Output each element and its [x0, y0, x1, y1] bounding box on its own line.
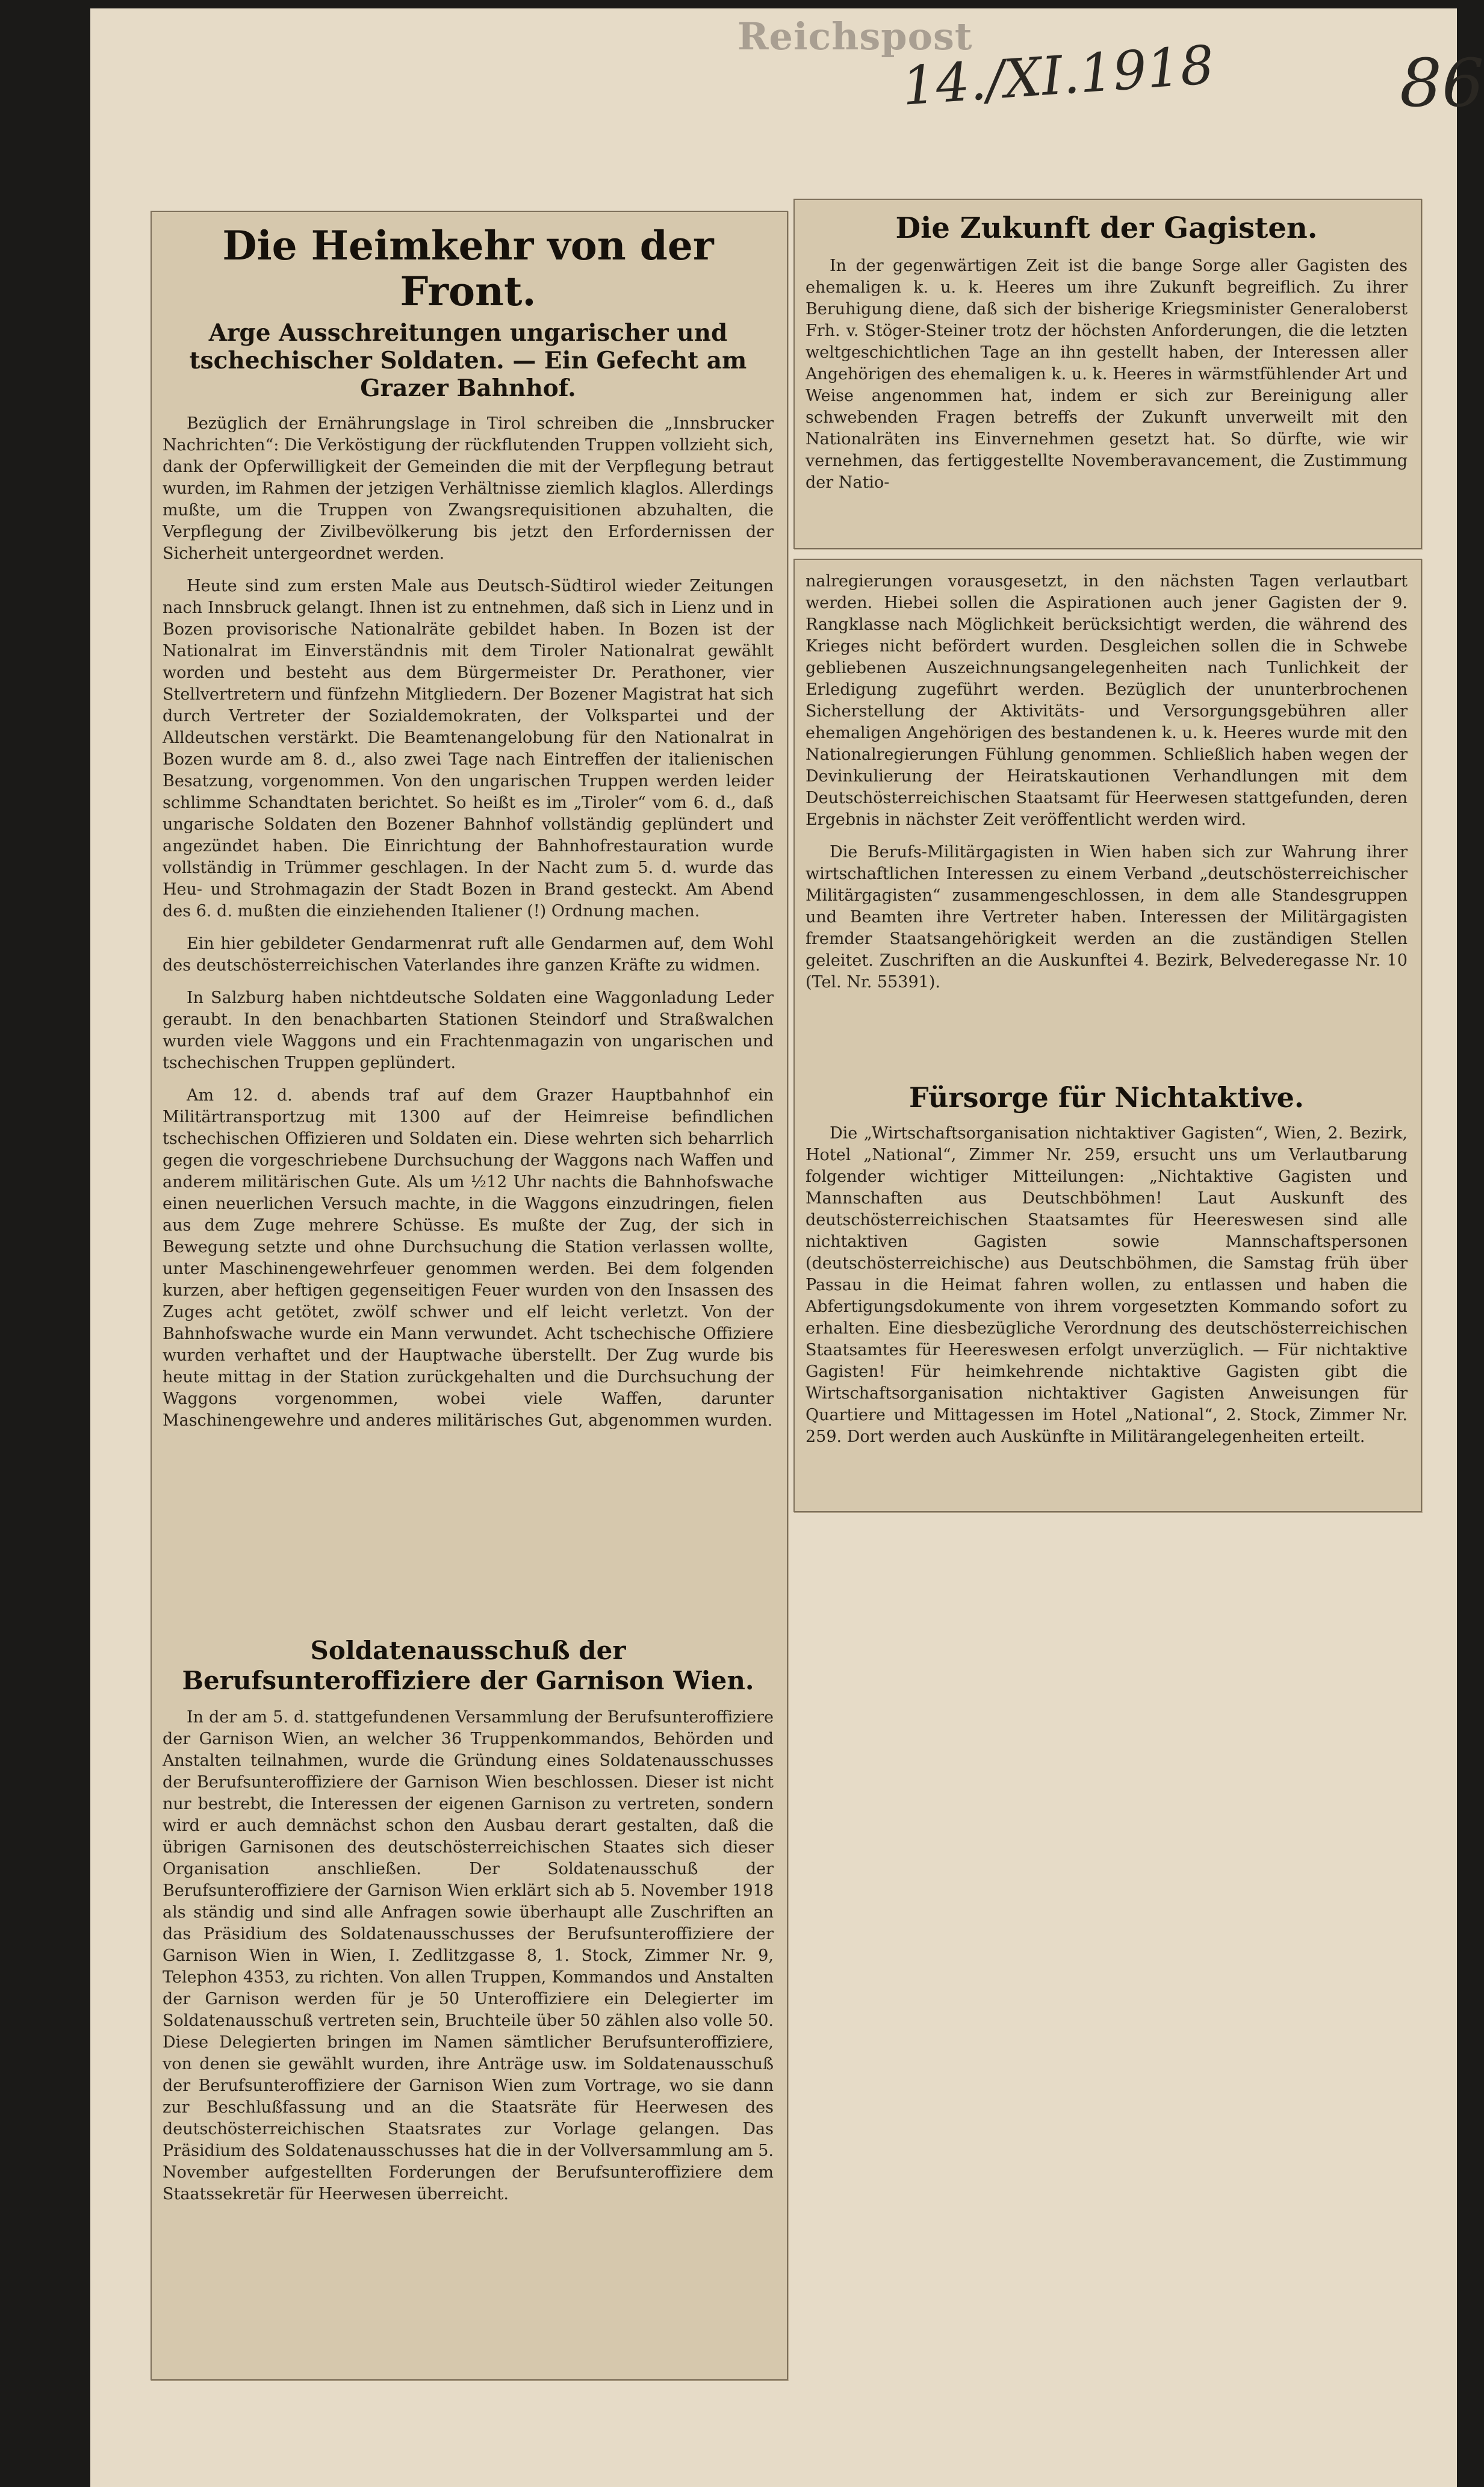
- paragraph: Die Berufs-Militärgagisten in Wien haben sich zur Wahrung ihrer wirtschaftlichen Interessen zu einem Verband „deutschösterreichischer Militärgagisten“ zusammengeschlossen, in dem alle Standesgruppen und Beamten ihre Vertreter haben. Interessen der Militärgagisten fremder Staatsangehörigkeit werden an die zuständigen Stellen geleitet. Zuschriften an die Auskunftei 4. Bezirk, Belvederegasse Nr. 10 (Tel. Nr. 55391).: [806, 843, 1408, 992]
- headline-soldatenausschuss: Soldatenausschuß der Berufsunteroffiziere der Garnison Wien.: [182, 1636, 754, 1695]
- body-soldatenausschuss: [163, 1707, 774, 2205]
- body-gagisten-part2: [806, 571, 1408, 993]
- body-fuersorge: [806, 1123, 1408, 1448]
- paragraph: Heute sind zum ersten Male aus Deutsch-Südtirol wieder Zeitungen nach Innsbruck gelangt. Ihnen ist zu entnehmen, daß sich in Lienz und in Bozen provisorische Nationalräte gebildet haben. In Bozen ist der Nationalrat im Einverständnis mit dem Tiroler Nationalrat gewählt worden und besteht aus dem Bürgermeister Dr. Perathoner, vier Stellvertretern und fünfzehn Mitgliedern. Der Bozener Magistrat hat sich durch Vertreter der Sozialdemokraten, der Volkspartei und der Alldeutschen verstärkt. Die Beamtenangelobung für den Nationalrat in Bozen wurde am 8. d., also zwei Tage nach Eintreffen der italienischen Besatzung, vorgenommen. Von den ungarischen Truppen werden leider schlimme Schandtaten berichtet. So heißt es im „Tiroler“ vom 6. d., daß ungarische Soldaten den Bozener Bahnhof vollständig geplündert und angezündet haben. Die Einrichtung der Bahnhofrestauration wurde vollständig in Trümmer geschlagen. In der Nacht zum 5. d. wurde das Heu- und Strohmagazin der Stadt Bozen in Brand gesteckt. Am Abend des 6. d. mußten die einziehenden Italiener (!) Ordnung machen.: [163, 577, 774, 921]
- paragraph: In der gegenwärtigen Zeit ist die bange Sorge aller Gagisten des ehemaligen k. u. k. Heeres um ihre Zukunft begreiflich. Zu ihrer Beruhigung diene, daß sich der bisherige Kriegsminister Generaloberst Frh. v. Stöger-Steiner trotz der höchsten Anforderungen, die die letzten weltgeschichtlichen Tage an ihn gestellt haben, der Interessen aller Angehörigen des ehemaligen k. u. k. Heeres in wärmstfühlender Art und Weise angenommen hat, indem er sich zur Bereinigung aller schwebenden Fragen betreffs der Zukunft unverweilt mit den Nationalräten ins Einvernehmen gesetzt hat. So dürfte, wie wir vernehmen, das fertiggestellte Novemberavancement, die Zustimmung der Natio-: [806, 256, 1408, 492]
- article-gagisten-part1: [806, 211, 1408, 539]
- source-stamp: Reichspost: [737, 14, 973, 58]
- clipping-right-top: [793, 199, 1422, 549]
- paragraph: Ein hier gebildeter Gendarmenrat ruft alle Gendarmen auf, dem Wohl des deutschösterreichischen Vaterlandes ihre ganzen Kräfte zu widmen.: [163, 934, 774, 975]
- clipping-left: [151, 211, 788, 2380]
- paragraph: Am 12. d. abends traf auf dem Grazer Hauptbahnhof ein Militärtransportzug mit 1300 auf der Heimreise befindlichen tschechischen Offizieren und Soldaten ein. Diese wehrten sich beharrlich gegen die vorgeschriebene Durchsuchung der Waggons nach Waffen und anderem militärischen Gute. Als um ½12 Uhr nachts die Bahnhofswache einen neuerlichen Versuch machte, in die Waggons einzudringen, fielen aus dem Zuge mehrere Schüsse. Es mußte der Zug, der sich in Bewegung setzte und ohne Durchsuchung die Station verlassen wollte, unter Maschinengewehrfeuer genommen werden. Bei dem folgenden kurzen, aber heftigen gegenseitigen Feuer wurden von den Insassen des Zuges acht getötet, zwölf schwer und elf leicht verletzt. Von der Bahnhofswache wurde ein Mann verwundet. Acht tschechische Offiziere wurden verhaftet und der Hauptwache überstellt. Der Zug wurde bis heute mittag in der Station zurückgehalten und die Durchsuchung der Waggons vorgenommen, wobei viele Waffen, darunter Maschinengewehre und anderes militärisches Gut, abgenommen wurden.: [163, 1086, 774, 1430]
- article-fuersorge: [806, 1081, 1408, 1502]
- body-gagisten-part1: [806, 255, 1408, 494]
- headline-fuersorge: Fürsorge für Nichtaktive.: [909, 1081, 1304, 1114]
- article-heimkehr: [163, 223, 774, 1613]
- paragraph: In der am 5. d. stattgefundenen Versammlung der Berufsunteroffiziere der Garnison Wien, an welcher 36 Truppenkommandos, Behörden und Anstalten teilnahmen, wurde die Gründung eines Soldatenausschusses der Berufsunteroffiziere der Garnison Wien beschlossen. Dieser ist nicht nur bestrebt, die Interessen der eigenen Garnison zu vertreten, sondern wird er auch demnächst schon den Ausbau derart gestalten, daß die übrigen Garnisonen des deutschösterreichischen Staates sich dieser Organisation anschließen. Der Soldatenausschuß der Berufsunteroffiziere der Garnison Wien erklärt sich ab 5. November 1918 als ständig und sind alle Anfragen sowie überhaupt alle Zuschriften an das Präsidium des Soldatenausschusses der Berufsunteroffiziere der Garnison Wien in Wien, I. Zedlitzgasse 8, 1. Stock, Zimmer Nr. 9, Telephon 4353, zu richten. Von allen Truppen, Kommandos und Anstalten der Garnison werden für je 50 Unteroffiziere ein Delegierter im Soldatenausschuß vertreten sein, Bruchteile über 50 zählen also volle 50. Diese Delegierten bringen im Namen sämtlicher Berufsunteroffiziere, von denen sie gewählt wurden, ihre Anträge usw. im Soldatenausschuß der Berufsunteroffiziere der Garnison Wien zum Vortrage, wo sie dann zur Beschlußfassung und an die Staatsräte für Heerwesen des deutschösterreichischen Staatsrates zur Vorlage gelangen. Das Präsidium des Soldatenausschusses hat die in der Vollversammlung am 5. November aufgestellten Forderungen der Berufsunteroffiziere dem Staatssekretär für Heerwesen überreicht.: [163, 1708, 774, 2203]
- article-gagisten-part2: [806, 571, 1408, 1070]
- headline-gagisten: Die Zukunft der Gagisten.: [895, 211, 1318, 245]
- subheadline-heimkehr: Arge Ausschreitungen ungarischer und tschechischer Soldaten. — Ein Gefecht am Grazer Bahnhof.: [189, 319, 747, 402]
- clipping-right-bottom: [793, 559, 1422, 1512]
- paragraph: In Salzburg haben nichtdeutsche Soldaten eine Waggonladung Leder geraubt. In den benachbarten Stationen Steindorf und Straßwalchen wurden viele Waggons und ein Frachtenmagazin von ungarischen und tschechischen Truppen geplündert.: [163, 989, 774, 1072]
- paragraph: nalregierungen vorausgesetzt, in den nächsten Tagen verlautbart werden. Hiebei sollen die Aspirationen auch jener Gagisten der 9. Rangklasse nach Möglichkeit berücksichtigt werden, die während des Krieges nicht befördert wurden. Desgleichen sollen die in Schwebe gebliebenen Auszeichnungsangelegenheiten nach Tunlichkeit der Erledigung zugeführt werden. Bezüglich der ununterbrochenen Sicherstellung der Aktivitäts- und Versorgungsgebühren aller ehemaligen Angehörigen des bestandenen k. u. k. Heeres wurde mit den Nationalregierungen Fühlung genommen. Schließlich haben wegen der Devinkulierung der Heiratskautionen Verhandlungen mit dem Deutschösterreichischen Staatsamt für Heerwesen stattgefunden, deren Ergebnis in nächster Zeit veröffentlicht werden wird.: [806, 572, 1408, 829]
- handwritten-page-number: 86: [1400, 45, 1484, 122]
- headline-heimkehr: Die Heimkehr von der Front.: [222, 222, 714, 315]
- paragraph: Bezüglich der Ernährungslage in Tirol schreiben die „Innsbrucker Nachrichten“: Die Verköstigung der rückflutenden Truppen vollzieht sich, dank der Opferwilligkeit der Gemeinden die mit der Verpflegung betraut wurden, im Rahmen der jetzigen Verhältnisse ziemlich klaglos. Allerdings mußte, um die Truppen von Zwangsrequisitionen abzuhalten, die Verpflegung der Zivilbevölkerung bis jetzt den Erfordernissen der Sicherheit untergeordnet werden.: [163, 414, 774, 563]
- article-soldatenausschuss: [163, 1636, 774, 2367]
- paragraph: Die „Wirtschaftsorganisation nichtaktiver Gagisten“, Wien, 2. Bezirk, Hotel „National“, Zimmer Nr. 259, ersucht uns um Verlautbarung folgender wichtiger Mitteilungen: „Nichtaktive Gagisten und Mannschaften aus Deutschböhmen! Laut Auskunft des deutschösterreichischen Staatsamtes für Heereswesen sind alle nichtaktiven Gagisten sowie Mannschaftspersonen (deutschösterreichische) aus Deutschböhmen, die Samstag früh über Passau in die Heimat fahren wollen, zu entlassen und haben die Abfertigungsdokumente von ihrem vorgesetzten Kommando sofort zu erhalten. Eine diesbezügliche Verordnung des deutschösterreichischen Staatsamtes für Heereswesen erfolgt unverzüglich. — Für nichtaktive Gagisten! Für heimkehrende nichtaktive Gagisten gibt die Wirtschaftsorganisation nichtaktiver Gagisten Anweisungen für Quartiere und Mittagessen im Hotel „National“, 2. Stock, Zimmer Nr. 259. Dort werden auch Auskünfte in Militärangelegenheiten erteilt.: [806, 1124, 1408, 1446]
- handwritten-date: 14./XI.1918: [900, 33, 1216, 117]
- body-heimkehr: [163, 413, 774, 1432]
